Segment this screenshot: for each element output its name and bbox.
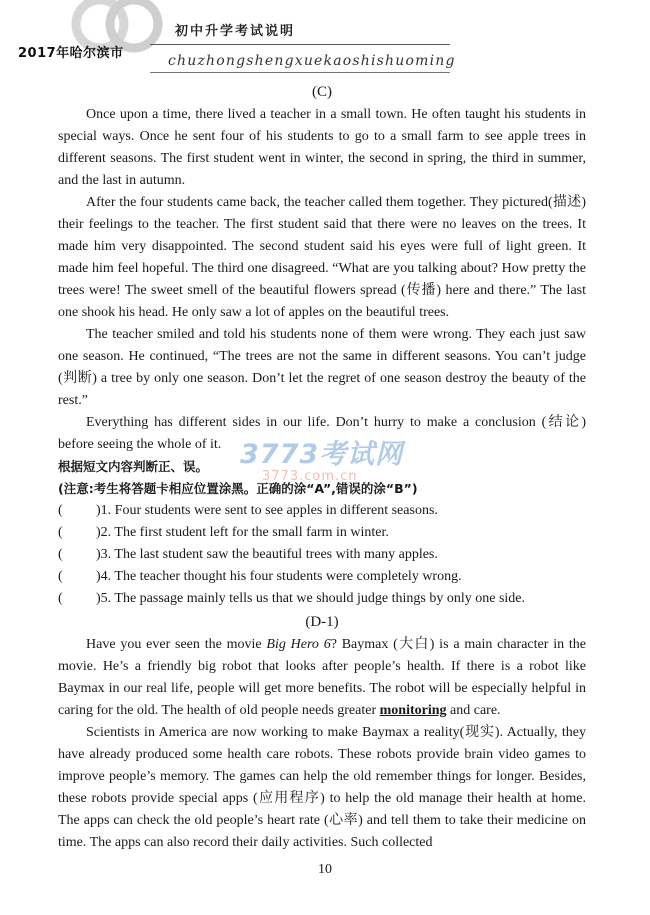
- movie-title: Big Hero 6: [266, 637, 331, 652]
- question-row: [58, 588, 586, 610]
- section-d-paragraph-2: Scientists in America are now working to make Baymax a reality(现实). Actually, they have already produced some health care robots. These robots provide brain video games to improve people’s memory. The games can help the old remember things for longer. Besides, these robots provide special apps (应用程序) to help the old manage their health at home. The apps can check the old people’s heart rate (心率) and tell them to take their medicine on time. The apps can also record their daily activities. Such collected: [58, 725, 586, 850]
- text-run: and care.: [446, 703, 501, 718]
- section-c-paragraph-3: The teacher smiled and told his students none of them were wrong. They each just saw one season. He continued, “The trees are not the same in different seasons. You can’t judge (判断) a tree by only one season. Don’t let the regret of one season destroy the beauty of the rest.”: [58, 327, 586, 408]
- header-pinyin: chuzhongshengxuekaoshishuoming: [168, 53, 456, 69]
- question-row: [58, 566, 586, 588]
- watermark: [240, 432, 410, 484]
- instruction-line-2: (注意:考生将答题卡相应位置涂黑。正确的涂“A”,错误的涂“B”): [58, 481, 418, 496]
- section-d-paragraph-1: [58, 634, 586, 722]
- watermark-sub: 3773.com.cn: [262, 469, 358, 484]
- answer-blank[interactable]: (: [58, 547, 63, 562]
- section-d-title: (D-1): [305, 614, 339, 630]
- question-text: )5. The passage mainly tells us that we should judge things by only one side.: [96, 591, 526, 606]
- answer-blank[interactable]: (: [58, 525, 63, 540]
- question-row: [58, 522, 586, 544]
- header-rule-lower: [150, 72, 450, 73]
- section-c-paragraph-4: Everything has different sides in our life. Don’t hurry to make a conclusion (结论) before seeing the whole of it.: [58, 415, 586, 452]
- header-rule: [150, 44, 450, 45]
- text-run: Have you ever seen the movie: [86, 637, 267, 652]
- keyword-monitoring: monitoring: [379, 703, 447, 718]
- year-city-label: 2017年哈尔滨市: [18, 46, 124, 61]
- answer-blank[interactable]: (: [58, 503, 63, 518]
- answer-blank[interactable]: (: [58, 569, 63, 584]
- answer-blank[interactable]: (: [58, 591, 63, 606]
- section-c-paragraph-1: Once upon a time, there lived a teacher in a small town. He often taught his students in special ways. Once he sent four of his students to go to a small farm to see apple trees in different seasons. The first student went in winter, the second in spring, the third in summer, and the last in autumn.: [58, 107, 586, 188]
- instruction-line-1: 根据短文内容判断正、误。: [58, 459, 209, 474]
- watermark-main: 3773考试网: [240, 439, 404, 470]
- question-text: )1. Four students were sent to see apples in different seasons.: [96, 503, 438, 518]
- section-c-title: (C): [312, 84, 332, 100]
- question-text: )3. The last student saw the beautiful trees with many apples.: [96, 547, 438, 562]
- page-number: 10: [318, 862, 332, 877]
- text-run: ? Baymax (大白) is a main character in the movie. He’s a friendly big robot that looks after people’s health. If there is a robot like Baymax in our real life, people will get more benefits. The robot will be especially helpful in caring for the old. The health of old people needs greater: [58, 637, 587, 718]
- question-row: [58, 544, 586, 566]
- section-c-paragraph-2: After the four students came back, the teacher called them together. They pictured(描述) their feelings to the teacher. The first student said that there were no leaves on the trees. It made him very disappointed. The second student said his eyes were full of light green. It made him feel hopeful. The third one disagreed. “What are you talking about? How pretty the trees were! The sweet smell of the beautiful flowers spread (传播) here and there.” The last one shook his head. He only saw a lot of apples on the beautiful trees.: [58, 195, 586, 320]
- header-title: 初中升学考试说明: [175, 24, 296, 39]
- question-text: )4. The teacher thought his four students were completely wrong.: [96, 569, 462, 584]
- question-row: [58, 500, 586, 522]
- question-text: )2. The first student left for the small farm in winter.: [96, 525, 389, 540]
